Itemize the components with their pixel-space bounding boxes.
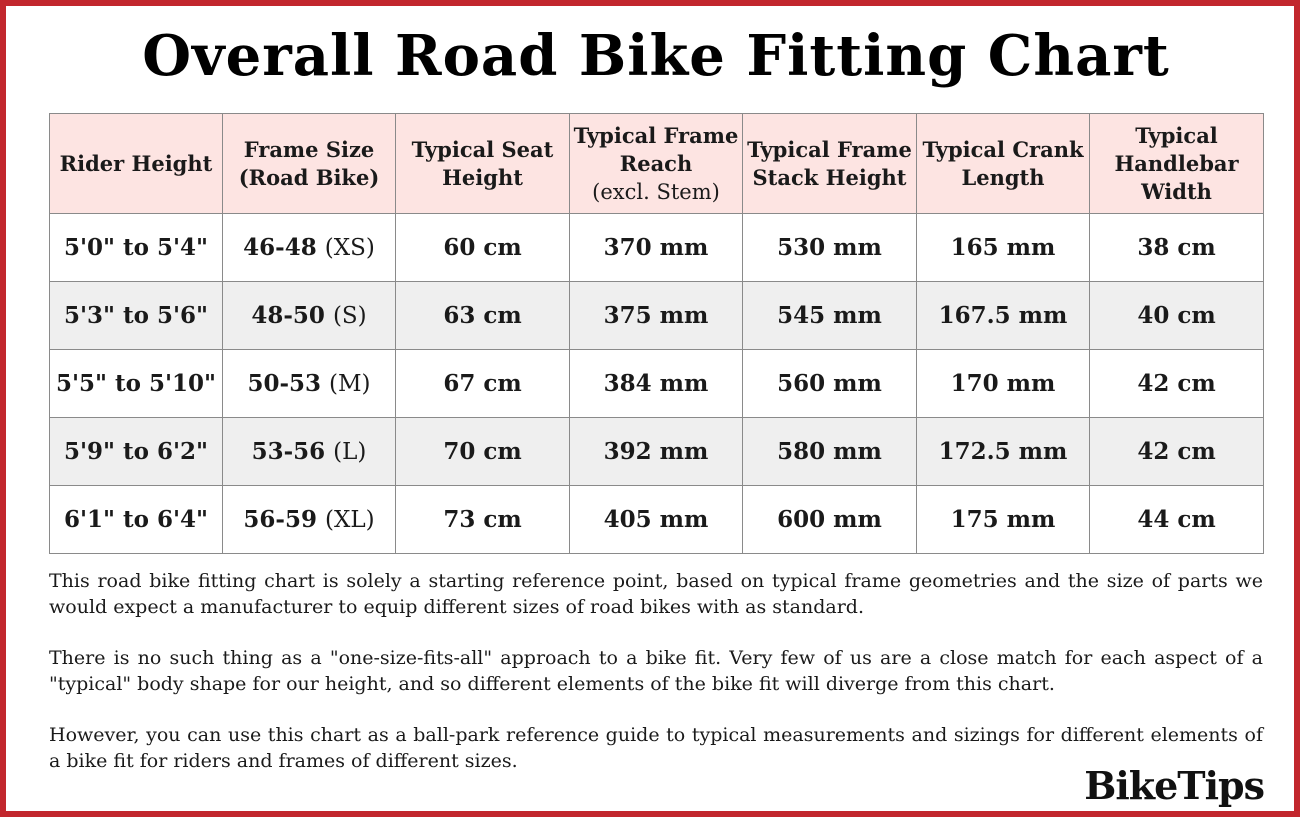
cell-crank-length: 170 mm: [917, 350, 1090, 418]
cell-seat-height: 63 cm: [396, 282, 570, 350]
table-header-row: [50, 114, 1264, 214]
note-paragraph: There is no such thing as a "one-size-fits-all" approach to a bike fit. Very few of us are a close match for each aspect of a "typical" body shape for our height, and so different elements of the bike fit will diverge from this chart.: [49, 647, 1263, 695]
header-handlebar-width: Typical Handlebar Width: [1090, 114, 1264, 214]
cell-frame-size: 50-53 (M): [223, 350, 396, 418]
cell-handlebar-width: 42 cm: [1090, 418, 1264, 486]
cell-crank-length: 175 mm: [917, 486, 1090, 554]
cell-rider-height: 5'0" to 5'4": [50, 214, 223, 282]
cell-frame-size: 56-59 (XL): [223, 486, 396, 554]
size-letter: (L): [333, 439, 367, 465]
cell-seat-height: 70 cm: [396, 418, 570, 486]
header-rider-height: Rider Height: [50, 114, 223, 214]
note-paragraph: However, you can use this chart as a ball-park reference guide to typical measurements and sizings for different elements of a bike fit for riders and frames of different sizes.: [49, 724, 1263, 772]
header-frame-size: Frame Size (Road Bike): [223, 114, 396, 214]
cell-frame-size: 46-48 (XS): [223, 214, 396, 282]
cell-frame-size: 48-50 (S): [223, 282, 396, 350]
cell-frame-reach: 405 mm: [570, 486, 743, 554]
cell-stack-height: 545 mm: [743, 282, 917, 350]
cell-handlebar-width: 38 cm: [1090, 214, 1264, 282]
header-frame-reach-note: (excl. Stem): [592, 179, 720, 204]
biketips-logo: BikeTips: [1084, 763, 1264, 808]
cell-seat-height: 60 cm: [396, 214, 570, 282]
cell-handlebar-width: 44 cm: [1090, 486, 1264, 554]
cell-stack-height: 580 mm: [743, 418, 917, 486]
cell-seat-height: 73 cm: [396, 486, 570, 554]
cell-frame-reach: 375 mm: [570, 282, 743, 350]
header-seat-height: Typical Seat Height: [396, 114, 570, 214]
cell-stack-height: 600 mm: [743, 486, 917, 554]
notes-section: [49, 569, 1263, 800]
page-title: Overall Road Bike Fitting Chart: [142, 23, 1170, 89]
cell-seat-height: 67 cm: [396, 350, 570, 418]
cell-crank-length: 167.5 mm: [917, 282, 1090, 350]
note-paragraph: This road bike fitting chart is solely a starting reference point, based on typical frame geometries and the size of parts we would expect a manufacturer to equip different sizes of road bikes with as standard.: [49, 570, 1263, 618]
header-frame-reach: Typical Frame Reach (excl. Stem): [570, 114, 743, 214]
cell-frame-reach: 370 mm: [570, 214, 743, 282]
cell-rider-height: 5'3" to 5'6": [50, 282, 223, 350]
cell-stack-height: 530 mm: [743, 214, 917, 282]
cell-rider-height: 6'1" to 6'4": [50, 486, 223, 554]
cell-handlebar-width: 40 cm: [1090, 282, 1264, 350]
fitting-table: [49, 113, 1264, 554]
table-row: [50, 282, 1264, 350]
cell-crank-length: 172.5 mm: [917, 418, 1090, 486]
size-letter: (XS): [324, 235, 375, 261]
cell-handlebar-width: 42 cm: [1090, 350, 1264, 418]
table-row: [50, 350, 1264, 418]
cell-rider-height: 5'5" to 5'10": [50, 350, 223, 418]
size-letter: (S): [332, 303, 367, 329]
table-row: [50, 418, 1264, 486]
cell-stack-height: 560 mm: [743, 350, 917, 418]
cell-frame-size: 53-56 (L): [223, 418, 396, 486]
header-crank-length: Typical Crank Length: [917, 114, 1090, 214]
cell-crank-length: 165 mm: [917, 214, 1090, 282]
cell-frame-reach: 392 mm: [570, 418, 743, 486]
cell-frame-reach: 384 mm: [570, 350, 743, 418]
table-row: [50, 214, 1264, 282]
size-letter: (M): [329, 371, 371, 397]
header-stack-height: Typical Frame Stack Height: [743, 114, 917, 214]
size-letter: (XL): [324, 507, 375, 533]
table-row: [50, 486, 1264, 554]
cell-rider-height: 5'9" to 6'2": [50, 418, 223, 486]
